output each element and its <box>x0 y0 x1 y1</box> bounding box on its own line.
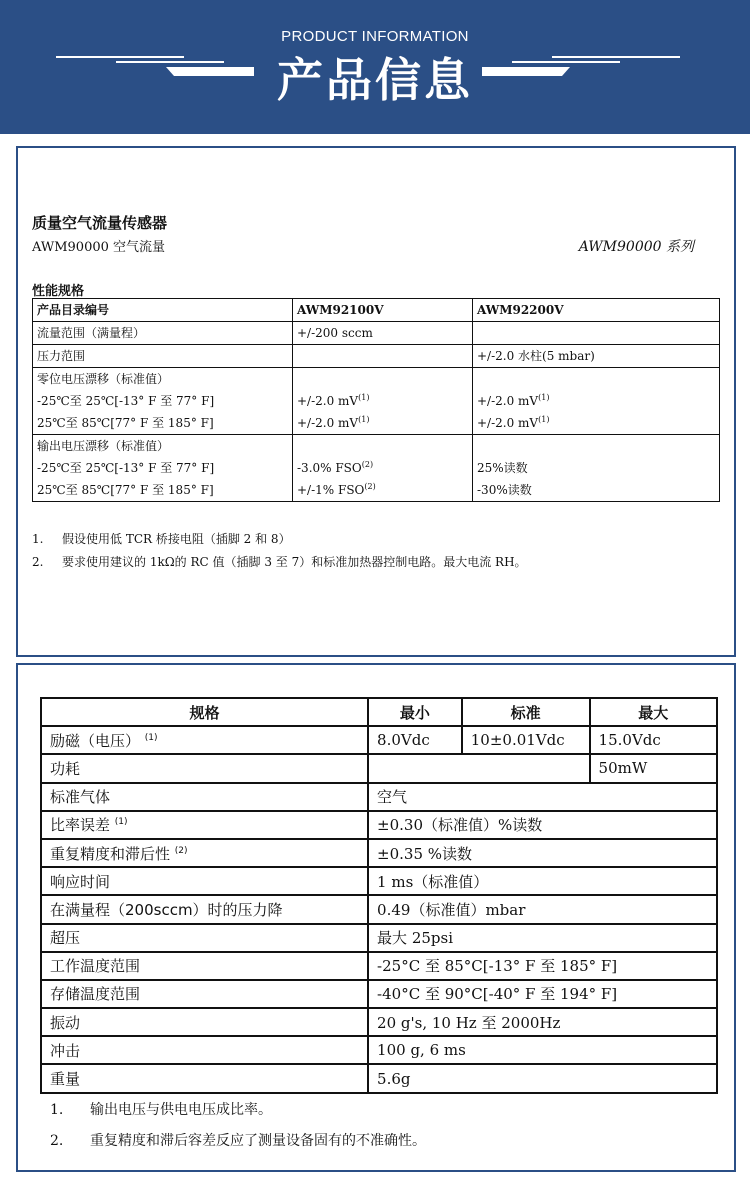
cell-value-text: +/-2.0 mV <box>297 416 359 430</box>
table-row <box>41 1008 717 1036</box>
cell-value: 10±0.01Vdc <box>462 726 590 754</box>
cell-value-text: +/-2.0 mV <box>477 394 539 408</box>
table-row <box>33 368 720 435</box>
section-title: 性能规格 <box>32 284 85 299</box>
cell-value-text: -3.0% FSO <box>297 461 362 475</box>
cell-value-text: 25%读数 <box>477 461 528 475</box>
cell-value-text: +/-1% FSO <box>297 483 365 497</box>
column-header: AWM92100V <box>293 299 473 322</box>
header-banner <box>0 0 750 134</box>
footnote-ref: (1) <box>358 415 370 424</box>
column-header: 规格 <box>41 698 368 726</box>
row-label: 功耗 <box>41 754 368 782</box>
cell-value: 1 ms（标准值） <box>368 867 717 895</box>
row-label: 比率误差 $^{(1)}$ <box>41 811 368 839</box>
row-label: 压力范围 <box>33 345 293 368</box>
row-label: 冲击 <box>41 1036 368 1064</box>
cell-value-text: +/-2.0 mV <box>297 394 359 408</box>
column-header: AWM92200V <box>473 299 720 322</box>
table-row <box>33 435 720 502</box>
table-row <box>41 867 717 895</box>
performance-notes <box>32 528 527 574</box>
column-header: 产品目录编号 <box>33 299 293 322</box>
cell-value-text: +/-2.0 mV <box>477 416 539 430</box>
cell-value: ±0.30（标准值）%读数 <box>368 811 717 839</box>
cell-value <box>293 435 473 502</box>
table-row <box>41 839 717 867</box>
note-item: 1. 输出电压与供电电压成比率。 <box>50 1102 272 1118</box>
table-row <box>41 895 717 923</box>
specs-table <box>40 697 718 1094</box>
column-header: 最小 <box>368 698 462 726</box>
note-item: 1. 假设使用低 TCR 桥接电阻（插脚 2 和 8） <box>32 532 291 546</box>
table-row <box>41 754 717 782</box>
cell-value: 8.0Vdc <box>368 726 462 754</box>
table-row <box>41 980 717 1008</box>
row-sub-label: 25℃至 85℃[77° F 至 185° F] <box>37 483 214 497</box>
footnote-ref: (1) <box>538 415 550 424</box>
note-item: 2. 重复精度和滞后容差反应了测量设备固有的不准确性。 <box>50 1133 426 1149</box>
cell-value: +/-2.0 水柱(5 mbar) <box>473 345 720 368</box>
row-label: 流量范围（满量程） <box>33 322 293 345</box>
row-label: 振动 <box>41 1008 368 1036</box>
table-row <box>41 1036 717 1064</box>
row-sub-label: -25℃至 25℃[-13° F 至 77° F] <box>37 394 215 408</box>
cell-value <box>293 368 473 435</box>
row-label: 响应时间 <box>41 867 368 895</box>
row-label <box>33 368 293 435</box>
row-sub-label: 25℃至 85℃[77° F 至 185° F] <box>37 416 214 430</box>
row-group-title: 输出电压漂移（标准值） <box>37 439 170 453</box>
row-group-title: 零位电压漂移（标准值） <box>37 372 170 386</box>
footnote-ref: (1) <box>114 817 128 828</box>
footnote-ref: (1) <box>358 393 370 402</box>
footnote-ref: (1) <box>144 732 158 743</box>
performance-table <box>32 298 720 502</box>
row-label: 超压 <box>41 924 368 952</box>
banner-subtitle: PRODUCT INFORMATION <box>281 28 469 45</box>
table-row <box>33 345 720 368</box>
cell-value: ±0.35 %读数 <box>368 839 717 867</box>
column-header: 标准 <box>462 698 590 726</box>
note-item: 2. 要求使用建议的 1kΩ的 RC 值（插脚 3 至 7）和标准加热器控制电路。最大电流 RH。 <box>32 555 527 569</box>
row-label <box>33 435 293 502</box>
footnote-ref: (2) <box>174 845 188 856</box>
table-row <box>41 924 717 952</box>
table-row <box>41 726 717 754</box>
table-header-row <box>41 698 717 726</box>
cell-value <box>368 754 590 782</box>
footnote-ref: (1) <box>538 393 550 402</box>
table-row <box>41 1064 717 1092</box>
footnote-ref: (2) <box>364 482 376 491</box>
specs-notes <box>50 1095 426 1157</box>
row-label: 工作温度范围 <box>41 952 368 980</box>
product-title: 质量空气流量传感器 <box>32 214 168 232</box>
cell-value: 20 g's, 10 Hz 至 2000Hz <box>368 1008 717 1036</box>
cell-value <box>473 322 720 345</box>
row-label: 励磁（电压） $^{(1)}$ <box>41 726 368 754</box>
cell-value: -25°C 至 85°C[-13° F 至 185° F] <box>368 952 717 980</box>
footnote-ref: (2) <box>361 460 374 469</box>
specs-panel <box>16 663 736 1172</box>
cell-value: 100 g, 6 ms <box>368 1036 717 1064</box>
cell-value <box>473 368 720 435</box>
table-row <box>33 322 720 345</box>
cell-value <box>473 435 720 502</box>
row-sub-label: -25℃至 25℃[-13° F 至 77° F] <box>37 461 215 475</box>
cell-value: 最大 25psi <box>368 924 717 952</box>
table-row <box>41 811 717 839</box>
table-header-row <box>33 299 720 322</box>
cell-value <box>293 345 473 368</box>
cell-value: 空气 <box>368 783 717 811</box>
product-series: AWM90000 系列 <box>578 239 694 255</box>
cell-value: 50mW <box>590 754 717 782</box>
cell-value: -40°C 至 90°C[-40° F 至 194° F] <box>368 980 717 1008</box>
table-row <box>41 783 717 811</box>
row-label: 重复精度和滞后性 $^{(2)}$ <box>41 839 368 867</box>
cell-value: 5.6g <box>368 1064 717 1092</box>
cell-value-text: -30%读数 <box>477 483 532 497</box>
row-label: 在满量程（200sccm）时的压力降 <box>41 895 368 923</box>
row-label: 标准气体 <box>41 783 368 811</box>
banner-title: 产品信息 <box>277 53 473 107</box>
product-subtitle: AWM90000 空气流量 <box>32 240 166 255</box>
column-header: 最大 <box>590 698 717 726</box>
cell-value: +/-200 sccm <box>293 322 473 345</box>
cell-value: 15.0Vdc <box>590 726 717 754</box>
cell-value: 0.49（标准值）mbar <box>368 895 717 923</box>
performance-panel <box>16 146 736 657</box>
row-label: 存储温度范围 <box>41 980 368 1008</box>
table-row <box>41 952 717 980</box>
right-line-decoration-icon <box>482 48 680 88</box>
row-label: 重量 <box>41 1064 368 1092</box>
